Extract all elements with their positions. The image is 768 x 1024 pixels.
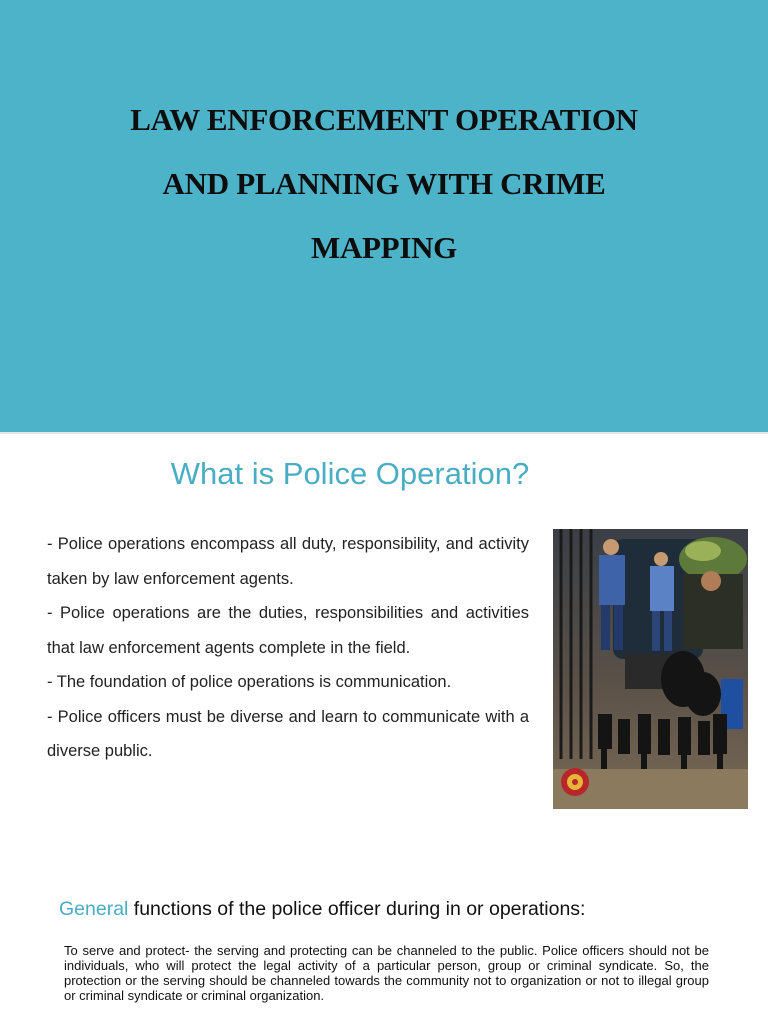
slide-divider	[0, 432, 768, 434]
bullet-item-4: - Police officers must be diverse and learn to communicate with a diverse public.	[47, 707, 529, 760]
general-functions-heading	[59, 898, 739, 921]
general-rest-text: functions of the police officer during in or operations:	[128, 898, 586, 920]
section-heading: What is Police Operation?	[170, 456, 530, 491]
general-description: To serve and protect- the serving and protecting can be channeled to the public. Police officers should not be individuals, who will protect the legal activity of a particular person, group or criminal syndicate. So, the protection or the serving should be channeled towards the community not to organization or not to illegal group or criminal syndicate or criminal organization.	[64, 943, 709, 1003]
slide-title	[0, 88, 768, 280]
title-line-3: MAPPING	[311, 230, 457, 265]
bullet-item-3: - The foundation of police operations is communication.	[47, 673, 452, 691]
bullet-item-1: - Police operations encompass all duty, responsibility, and activity taken by law enforcement agents.	[47, 535, 529, 588]
title-line-1: LAW ENFORCEMENT OPERATION	[130, 102, 638, 137]
police-operation-photo	[553, 529, 748, 809]
title-line-2: AND PLANNING WITH CRIME	[162, 166, 606, 201]
bullet-list	[47, 527, 529, 769]
general-accent-word: General	[59, 898, 129, 920]
title-slide	[0, 0, 768, 432]
bullet-item-2: - Police operations are the duties, responsibilities and activities that law enforcement agents complete in the field.	[47, 604, 529, 657]
